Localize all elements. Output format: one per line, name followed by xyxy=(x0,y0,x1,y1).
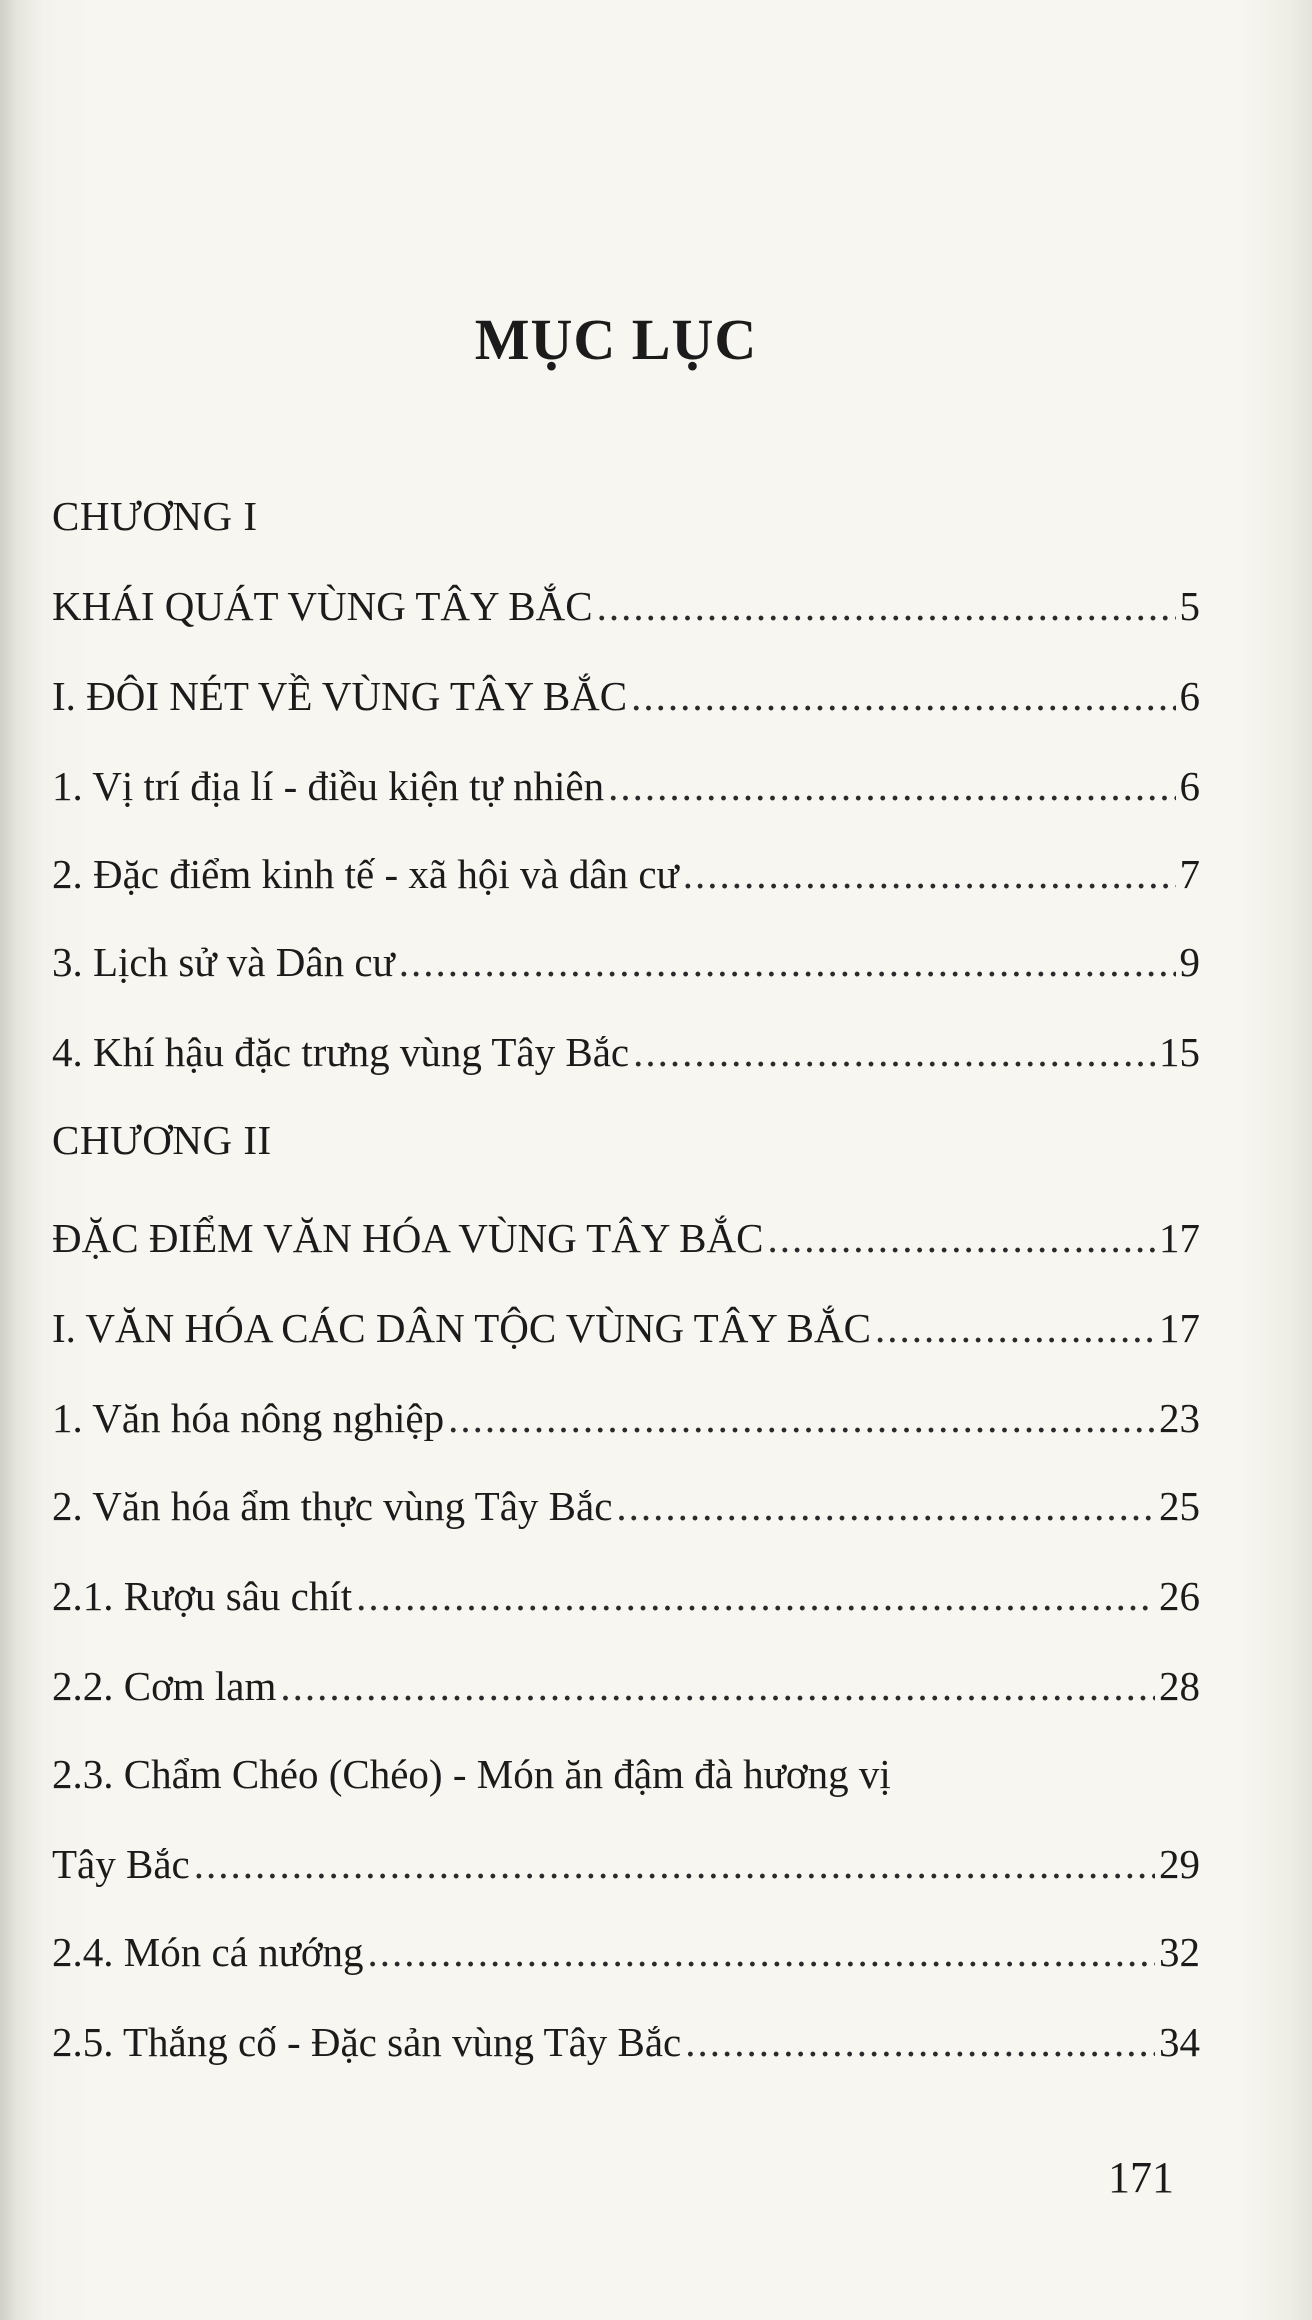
toc-entry-text: 2.2. Cơm lam xyxy=(52,1663,277,1709)
dot-leader xyxy=(633,1028,1155,1076)
dot-leader xyxy=(399,938,1176,986)
toc-entry-text: 2.1. Rượu sâu chít xyxy=(52,1573,353,1619)
toc-entry xyxy=(52,1394,1200,1454)
toc-page-number: 34 xyxy=(1159,2019,1200,2065)
toc-page-number: 9 xyxy=(1179,939,1200,985)
toc-entry xyxy=(52,762,1200,822)
toc-entry xyxy=(52,1750,1200,1810)
toc-entry xyxy=(52,1482,1200,1542)
toc-entry-text: 1. Văn hóa nông nghiệp xyxy=(52,1395,445,1441)
toc-entry-text: 2. Đặc điểm kinh tế - xã hội và dân cư xyxy=(52,851,679,897)
dot-leader xyxy=(194,1840,1155,1888)
toc-entry xyxy=(52,2018,1200,2078)
toc-entry-text: CHƯƠNG I xyxy=(52,493,258,539)
dot-leader xyxy=(685,2018,1155,2066)
toc-entry-text: I. ĐÔI NÉT VỀ VÙNG TÂY BẮC xyxy=(52,673,628,719)
toc-page-number: 17 xyxy=(1159,1215,1200,1261)
toc-entry-text: 3. Lịch sử và Dân cư xyxy=(52,939,395,985)
dot-leader xyxy=(767,1214,1155,1262)
dot-leader xyxy=(875,1304,1155,1352)
toc-chapter-heading xyxy=(52,492,1200,552)
toc-page-number: 5 xyxy=(1179,583,1200,629)
toc-entry-text: CHƯƠNG II xyxy=(52,1117,272,1163)
toc-page-number: 25 xyxy=(1159,1483,1200,1529)
dot-leader xyxy=(631,672,1175,720)
toc-page-number: 23 xyxy=(1159,1395,1200,1441)
dot-leader xyxy=(448,1394,1155,1442)
toc-entry-text: 2.3. Chẩm Chéo (Chéo) - Món ăn đậm đà hương vị xyxy=(52,1751,891,1797)
page-title: MỤC LỤC xyxy=(474,307,758,372)
toc-entry xyxy=(52,1840,1200,1900)
toc-entry-text: 2. Văn hóa ẩm thực vùng Tây Bắc xyxy=(52,1483,613,1529)
toc-entry-text: ĐẶC ĐIỂM VĂN HÓA VÙNG TÂY BẮC xyxy=(52,1215,764,1261)
toc-entry-text: 2.4. Món cá nướng xyxy=(52,1929,364,1975)
toc-entry-text: 2.5. Thắng cố - Đặc sản vùng Tây Bắc xyxy=(52,2019,682,2065)
page-number: 171 xyxy=(1108,2153,1174,2202)
toc-page-number: 29 xyxy=(1159,1841,1200,1887)
toc-entry-text: KHÁI QUÁT VÙNG TÂY BẮC xyxy=(52,583,593,629)
toc-entry-text: 1. Vị trí địa lí - điều kiện tự nhiên xyxy=(52,763,605,809)
toc-entry-text: 4. Khí hậu đặc trưng vùng Tây Bắc xyxy=(52,1029,630,1075)
toc-page-number: 28 xyxy=(1159,1663,1200,1709)
dot-leader xyxy=(597,582,1176,630)
dot-leader xyxy=(616,1482,1155,1530)
toc-entry xyxy=(52,850,1200,910)
toc-entry xyxy=(52,1304,1200,1364)
toc-page-number: 7 xyxy=(1179,851,1200,897)
toc-entry xyxy=(52,1928,1200,1988)
dot-leader xyxy=(683,850,1176,898)
toc-entry xyxy=(52,672,1200,732)
toc-entry xyxy=(52,1572,1200,1632)
toc-entry-text: Tây Bắc xyxy=(52,1841,190,1887)
dot-leader xyxy=(368,1928,1155,1976)
toc-entry xyxy=(52,1028,1200,1088)
dot-leader xyxy=(356,1572,1155,1620)
toc-page-number: 26 xyxy=(1159,1573,1200,1619)
dot-leader xyxy=(280,1662,1155,1710)
toc-page-number: 32 xyxy=(1159,1929,1200,1975)
dot-leader xyxy=(608,762,1175,810)
toc-entry-text: I. VĂN HÓA CÁC DÂN TỘC VÙNG TÂY BẮC xyxy=(52,1305,871,1351)
toc-entry xyxy=(52,938,1200,998)
toc-entry xyxy=(52,582,1200,642)
toc-page-number: 6 xyxy=(1179,673,1200,719)
toc-page-number: 17 xyxy=(1159,1305,1200,1351)
toc-entry xyxy=(52,1214,1200,1274)
toc-chapter-heading xyxy=(52,1116,1200,1176)
toc-entry xyxy=(52,1662,1200,1722)
toc-page-number: 6 xyxy=(1179,763,1200,809)
toc-page-number: 15 xyxy=(1159,1029,1200,1075)
